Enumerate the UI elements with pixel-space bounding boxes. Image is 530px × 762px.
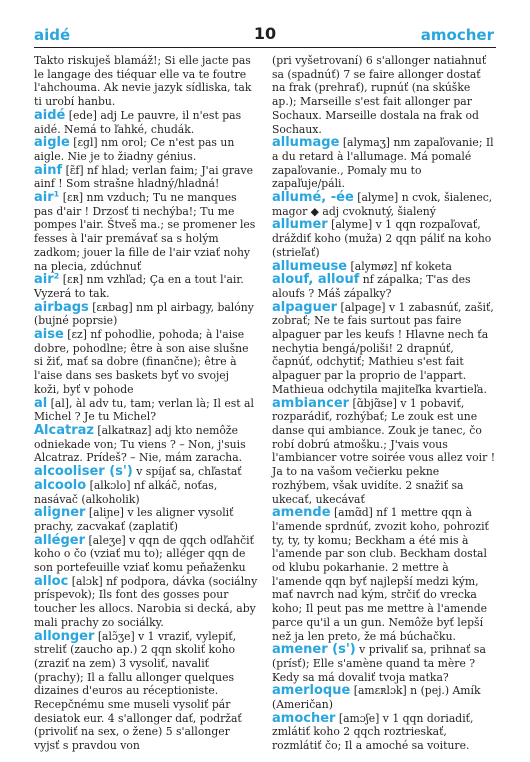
- dictionary-entry: [34, 575, 258, 630]
- entry-text: [al], àl adv tu, tam; verlan là; Il est al Michel ? Je tu Michel?: [34, 396, 254, 424]
- entry-headword: allonger: [34, 628, 95, 644]
- entry-headword: aligner: [34, 505, 86, 521]
- entry-headword: allumer: [272, 217, 328, 233]
- dictionary-entry: [272, 643, 496, 684]
- entry-text: [ɛʀ] nm vzduch; Tu ne manques pas d'air ! Drzosť ti nechýba!; Tu me pompes l'air. Štveš ma.; se promener les fesses à l'air premávať sa s holým zadkom; jouer la fille de l'air vziať nohy na plecia, zdúchnuť: [34, 191, 256, 273]
- entry-headword: air²: [34, 272, 60, 288]
- entry-text: [aleʒe] v qqn de qqch odľahčiť koho o čo (vziať mu to); alléger qqn de son portefeuille vziať komu peňaženku: [34, 533, 254, 575]
- dictionary-entry: [34, 506, 258, 533]
- dictionary-entry: [272, 191, 496, 218]
- header-rule: [34, 47, 496, 48]
- entry-text: [ɛʀbag] nm pl airbagy, balóny (bujné poprsie): [34, 300, 254, 328]
- entry-text: [alyme] v 1 qqn rozpaľovať, dráždiť koho (muža) 2 qqn páliť na koho (strieľať): [272, 218, 492, 259]
- entry-headword: aidé: [34, 107, 66, 123]
- dictionary-entry: [34, 424, 258, 465]
- dictionary-entry: [34, 301, 258, 328]
- entry-headword: al: [34, 395, 48, 411]
- dictionary-entry: [272, 136, 496, 191]
- dictionary-entry: [34, 109, 258, 136]
- dictionary-entry: [34, 534, 258, 575]
- dictionary-entry: [272, 684, 496, 711]
- dictionary-entry: [34, 136, 258, 163]
- dictionary-entry: [272, 712, 496, 753]
- dictionary-entry: [34, 328, 258, 397]
- page-number: 10: [253, 24, 277, 43]
- dictionary-entry: [34, 54, 258, 109]
- entry-headword: alouf, allouf: [272, 272, 360, 288]
- entry-text: [amɔʃe] v 1 qqn doriadiť, zmlátiť koho 2 qqch roztrieskať, rozmlátiť čo; Il a amoché sa voiture.: [272, 711, 474, 753]
- entry-text: (pri vyšetrovaní) 6 s'allonger natiahnuť sa (spadnúť) 7 se faire allonger dostať na frak (prehrať), rupnúť (na skúške ap.); Marseille s'est fait allonger par Sochaux. Marseille dostala na frak od Sochaux.: [272, 54, 487, 136]
- entry-text: Takto riskuješ blamáž!; Si elle jacte pas le langage des tiéquar elle va te foutre l'ahchouma. Ak nevie jazyk sídliska, tak ti urobí hanbu.: [34, 54, 252, 109]
- entry-text: [ɑ̃bjɑ̃se] v 1 pobaviť, rozparádiť, rozhýbať; Le zouk est une danse qui ambiance. Zouk je tanec, čo robí dobrú atmošku.; J'vais vous l'ambiancer votre soirée vous allez voir ! Ja to na vašom večierku pekne rozhýbem, však uvidíte. 2 snažiť sa ukecať, ukecávať: [272, 396, 496, 506]
- entry-headword: allumeuse: [272, 258, 348, 274]
- dictionary-entry: [34, 191, 258, 273]
- entry-headword: amener (s'): [272, 642, 356, 658]
- entry-text: [alɔk] nf podpora, dávka (sociálny príspevok); Ils font des gosses pour toucher les allocs. Narobia si decká, aby mali prachy zo sociálky.: [34, 574, 258, 629]
- entry-headword: alpaguer: [272, 299, 338, 315]
- right-column: [272, 54, 496, 753]
- entry-headword: alloc: [34, 573, 69, 589]
- dictionary-entry: [34, 630, 258, 753]
- dictionary-entry: [272, 397, 496, 507]
- dictionary-entry: [272, 54, 496, 136]
- dictionary-entry: [34, 273, 258, 300]
- entry-headword: ambiancer: [272, 395, 350, 411]
- entry-headword: amerloque: [272, 683, 351, 699]
- entry-headword: amocher: [272, 710, 336, 726]
- entry-headword: aise: [34, 327, 64, 343]
- entry-text: [amɑ̃d] nf 1 mettre qqn à l'amende sprdnúť, zvozit koho, pohroziť ty, ty, ty komu; Beckham a été mis à l'amende par son club. Beckham dostal od klubu pokarhanie. 2 mettre à l'amende qqn byť najlepší medzi kým, mať navrch nad kým, strčiť do vrecka koho; Il peut pas me mettre à l'amende parce qu'il a un gun. Nemôže byť lepší než ja len preto, že má búchačku.: [272, 506, 489, 643]
- entry-text: [alkatʀaz] adj kto nemôže odniekade von; Tu viens ? – Non, j'suis Alcatraz. Prídeš? – Nie, mám zaracha.: [34, 423, 246, 465]
- entry-text: [alymaʒ] nm zapaľovanie; Il a du retard à l'allumage. Má pomalé zapaľovanie., Pomaly mu to zapaľuje/páli.: [272, 136, 494, 191]
- entry-text: [alpage] v 1 zabasnúť, zašiť, zobrať; Ne te fais surtout pas faire alpaguer par les keufs ! Hlavne nech ťa nechytia bengá/poliši! 2 drapnúť, čapnúť, odchytiť; Mathieu s'est fait alpaguer par la proprio de l'appart. Mathieua odchytila majiteľka kvartieľa.: [272, 300, 494, 396]
- entry-headword: Alcatraz: [34, 422, 94, 438]
- dictionary-entry: [272, 260, 496, 274]
- page-header: [0, 0, 530, 52]
- entry-headword: alléger: [34, 532, 86, 548]
- entry-text: [alkɔlo] nf alkáč, noťas, nasávač (alkoholik): [34, 478, 218, 506]
- right-running-headword: amocher: [420, 26, 494, 44]
- entry-headword: allumé, -ée: [272, 190, 354, 206]
- dictionary-entry: [34, 164, 258, 191]
- entry-text: v privaliť sa, prihnať sa (prísť); Elle s'amène quand ta mère ? Kedy sa má dovaliť tvoja matka?: [272, 643, 486, 684]
- entry-text: [amɛʀlɔk] n (pej.) Amík (Američan): [272, 684, 481, 712]
- dictionary-entry: [34, 465, 258, 479]
- entry-headword: amende: [272, 505, 331, 521]
- left-column: [34, 54, 258, 753]
- entry-headword: alcooliser (s'): [34, 464, 133, 480]
- dictionary-entry: [272, 218, 496, 259]
- dictionary-entry: [272, 273, 496, 300]
- entry-text: [ɛ̃f] nf hlad; verlan faim; J'ai grave ainf ! Som strašne hladný/hladná!: [34, 163, 253, 191]
- entry-text: [ede] adj Le pauvre, il n'est pas aidé. Nemá to ľahké, chudák.: [34, 108, 242, 136]
- entry-text: [ɛgl] nm orol; Ce n'est pas un aigle. Nie je to žiadny génius.: [34, 136, 235, 163]
- dictionary-entry: [34, 397, 258, 424]
- entry-text: [alɔ̃ʒe] v 1 vraziť, vylepiť, streliť (zaucho ap.) 2 qqn skoliť koho (zraziť na zem) 3 vysoliť, navaliť (prachy); Il a fallu allonger quelques dizaines d'euros au réceptioniste. Recepčnému sme museli vysoliť pár desiatok eur. 4 s'allonger dať, podržať (privoliť na sex, o žene) 5 s'allonger vyjsť s pravdou von: [34, 629, 242, 753]
- entry-text: v spíjať sa, chľastať: [132, 465, 242, 479]
- dictionary-entry: [34, 479, 258, 506]
- entry-headword: aigle: [34, 135, 70, 151]
- entry-text: [ɛz] nf pohodlie, pohoda; à l'aise dobre, pohodlne; être à son aise slušne si žiť, mať sa dobre (finančne); être à l'aise dans ses baskets byť vo svojej koži, byť v pohode: [34, 328, 249, 396]
- entry-headword: airbags: [34, 299, 89, 315]
- entry-headword: air¹: [34, 190, 60, 206]
- entry-text: nf zápalka; T'as des aloufs ? Máš zápalky?: [272, 273, 471, 300]
- left-running-headword: aidé: [34, 26, 71, 44]
- entry-headword: allumage: [272, 135, 340, 151]
- entry-text: [alymøz] nf koketa: [347, 259, 452, 273]
- entry-text: [ɛʀ] nm vzhľad; Ça en a tout l'air. Vyzerá to tak.: [34, 273, 244, 300]
- entry-headword: alcoolo: [34, 477, 87, 493]
- entry-text: [alyme] n cvok, šialenec, magor ◆ adj cvoknutý, šialený: [272, 191, 493, 218]
- dictionary-entry: [272, 301, 496, 397]
- dictionary-entry: [272, 506, 496, 643]
- entry-headword: ainf: [34, 162, 63, 178]
- entry-text: [aliɲe] v les aligner vysoliť prachy, zacvakať (zaplatiť): [34, 506, 234, 533]
